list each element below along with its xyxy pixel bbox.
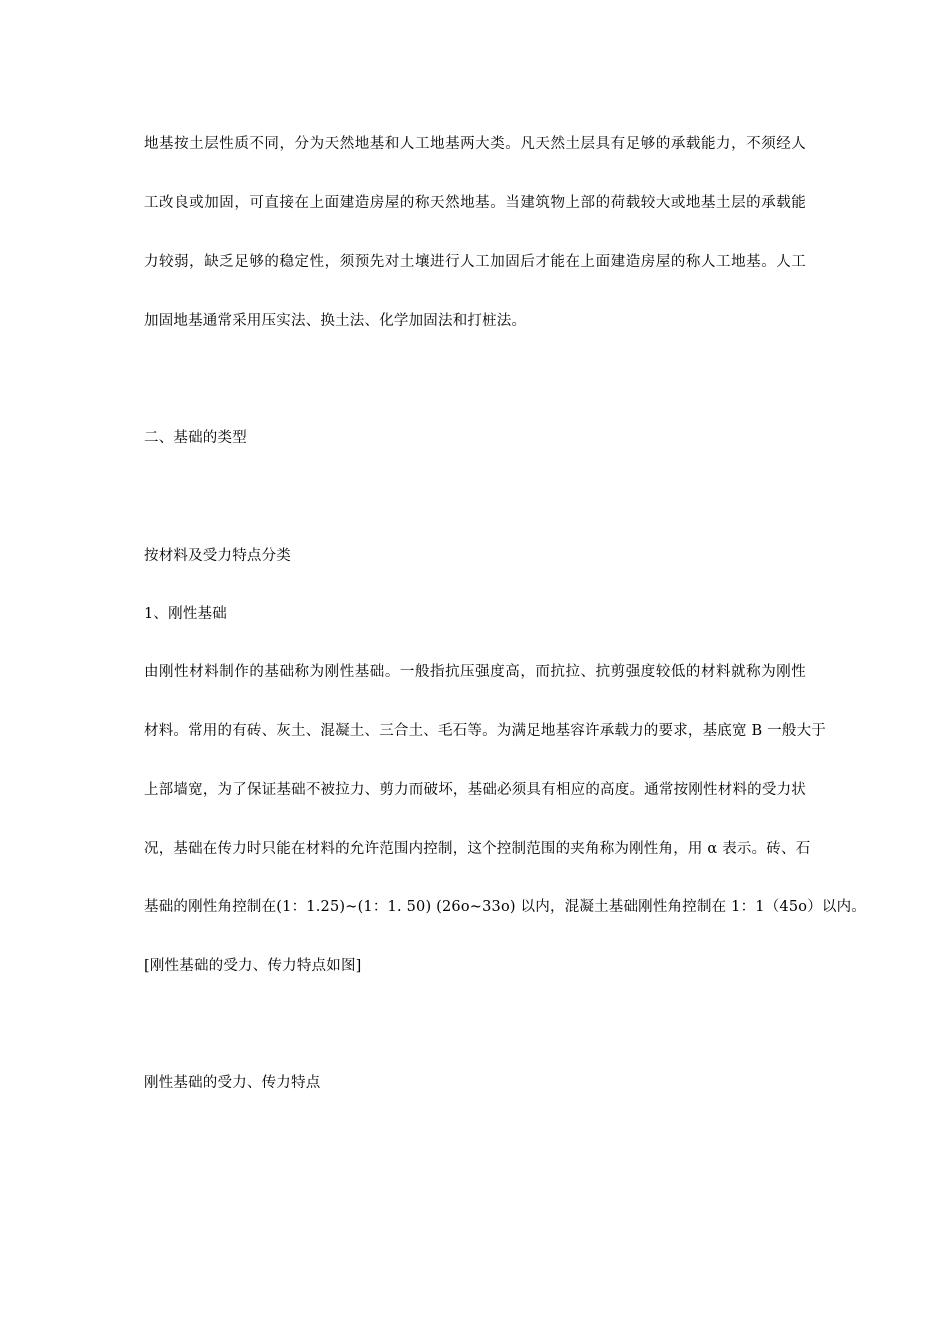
figure-reference: [刚性基础的受力、传力特点如图] bbox=[144, 958, 362, 974]
section-heading: 二、基础的类型 bbox=[144, 430, 247, 446]
rigid-paragraph-line-2: 材料。常用的有砖、灰土、混凝土、三合土、毛石等。为满足地基容许承载力的要求，基底宽 B 一般大于 bbox=[144, 723, 826, 739]
intro-paragraph-line-1: 地基按土层性质不同，分为天然地基和人工地基两大类。凡天然土层具有足够的承载能力，不须经人 bbox=[144, 136, 806, 152]
figure-caption: 刚性基础的受力、传力特点 bbox=[144, 1075, 321, 1091]
classification-heading: 按材料及受力特点分类 bbox=[144, 548, 291, 564]
subsection-heading: 1、刚性基础 bbox=[144, 606, 227, 622]
intro-paragraph-line-4: 加固地基通常采用压实法、换土法、化学加固法和打桩法。 bbox=[144, 313, 527, 329]
intro-paragraph-line-3: 力较弱，缺乏足够的稳定性，须预先对土壤进行人工加固后才能在上面建造房屋的称人工地基。人工 bbox=[144, 254, 806, 270]
rigid-paragraph-line-3: 上部墙宽，为了保证基础不被拉力、剪力而破坏，基础必须具有相应的高度。通常按刚性材料的受力状 bbox=[144, 782, 806, 798]
rigid-paragraph-line-5: 基础的刚性角控制在(1：1.25)~(1：1. 50) (26o~33o) 以内，混凝土基础刚性角控制在 1：1（45o）以内。 bbox=[144, 899, 866, 915]
rigid-paragraph-line-1: 由刚性材料制作的基础称为刚性基础。一般指抗压强度高，而抗拉、抗剪强度较低的材料就称为刚性 bbox=[144, 664, 806, 680]
rigid-paragraph-line-4: 况，基础在传力时只能在材料的允许范围内控制，这个控制范围的夹角称为刚性角，用 α 表示。砖、石 bbox=[144, 841, 811, 857]
intro-paragraph-line-2: 工改良或加固，可直接在上面建造房屋的称天然地基。当建筑物上部的荷载较大或地基土层的承载能 bbox=[144, 195, 806, 211]
